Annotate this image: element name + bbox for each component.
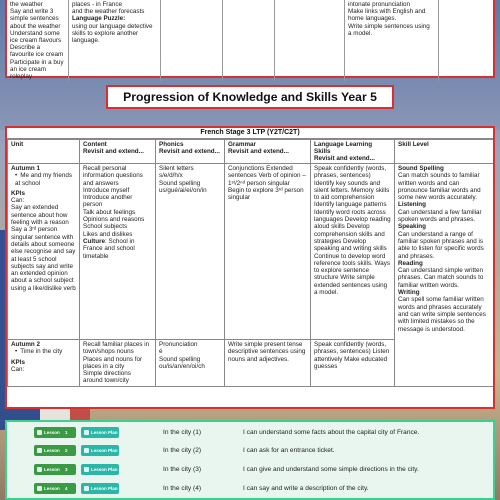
progression-table	[5, 126, 495, 409]
header-grammar: Grammar Revisit and extend...	[225, 140, 311, 164]
fragment-phonics-col	[161, 0, 223, 81]
fragment-grammar-col	[223, 0, 275, 81]
kpis-label: KPIs	[11, 189, 25, 197]
fragment-level-col	[439, 0, 497, 81]
fragment-line: Participate in a buy an ice cream roleplay	[10, 58, 64, 81]
skill-heading: Speaking	[398, 223, 426, 231]
content-line: Talk about feelings	[83, 208, 136, 216]
fragment-line: the weather	[10, 1, 43, 8]
fragment-line: Understand some ice cream flavours	[10, 29, 62, 45]
content-line: School subjects	[83, 223, 128, 231]
unit-cell	[8, 340, 80, 387]
ltp-table	[7, 139, 494, 387]
document-icon	[37, 448, 42, 453]
content-line: Likes and dislikes	[83, 230, 133, 238]
phonics-cell	[156, 164, 225, 340]
lesson-4-plan-button[interactable]: Lesson Plan	[81, 483, 119, 494]
fragment-line: Describe a favourite ice cream	[10, 44, 64, 59]
content-cell	[80, 340, 156, 387]
content-cell	[80, 164, 156, 340]
skill-text: Can understand simple written phrases. Can match sounds to familiar written words.	[398, 267, 484, 289]
table-header-row	[8, 140, 494, 164]
lesson-title: In the city (3)	[163, 465, 202, 473]
lesson-goal: I can give and understand some simple directions in the city.	[243, 465, 419, 473]
unit-cell	[8, 164, 80, 340]
skill-heading: Reading	[398, 259, 423, 267]
lesson-2-button[interactable]: Lesson 2	[34, 445, 76, 456]
fragment-line: intonate pronunciation	[348, 1, 410, 8]
previous-table-fragment	[5, 0, 495, 81]
phonics-line: s/e/d/h/x	[159, 172, 183, 180]
fragment-line: Say and write 3 simple sentences about the weather	[10, 8, 61, 30]
plan-icon	[84, 448, 89, 453]
lesson-title: In the city (1)	[163, 428, 202, 436]
lesson-3-button[interactable]: Lesson 3	[34, 464, 76, 475]
skill-text: Can understand a few familiar spoken words and phrases.	[398, 208, 482, 224]
kpis-label: KPIs	[11, 358, 25, 366]
kpis-text: Say an extended sentence about how feeling with a reason Say a 3ʳᵈ person singular sentence with details about someone else recognise and say at least 5 school subjects say and write an extended opinion about a school subject using a like/dislike verb	[11, 204, 76, 292]
fragment-line: using our language detective skills to explore another language.	[72, 22, 153, 45]
fragment-line: and the weather forecasts	[72, 8, 145, 16]
lesson-goal: I can say and write a description of the city.	[243, 484, 369, 492]
content-line: Recall familiar places in town/shops nouns	[83, 341, 150, 356]
fragment-line: places - in France	[72, 1, 123, 8]
fragment-line: Write simple sentences using a model.	[348, 22, 430, 37]
lesson-row	[7, 460, 493, 478]
phonics-line: Silent letters	[159, 165, 194, 172]
lesson-goal: I can ask for an entrance ticket.	[243, 446, 335, 454]
table-row-autumn1	[8, 164, 494, 340]
grammar-text: Conjunctions Extended sentences Verb of opinion – 1ˢᵗ/2ⁿᵈ person singular Begin to explore 3ʳᵈ person singular	[228, 165, 306, 202]
unit-title: Autumn 1	[11, 165, 41, 172]
lesson-1-button[interactable]: Lesson 1	[34, 427, 76, 438]
unit-topic: • Time in the city	[11, 348, 76, 355]
document-icon	[37, 467, 42, 472]
skill-heading: Writing	[398, 289, 420, 297]
llskills-text: Speak confidently (words, phrases, sentences) Listen attentively Make educated guesses	[314, 341, 390, 370]
lesson-row	[7, 441, 493, 459]
lesson-4-button[interactable]: Lesson 4	[34, 483, 76, 494]
plan-icon	[84, 467, 89, 472]
phonics-line: Pronunciation	[159, 341, 198, 348]
content-line: Opinions and reasons	[83, 216, 145, 224]
skill-level-cell	[395, 164, 494, 387]
kpis-can: Can:	[11, 365, 25, 373]
lesson-title: In the city (4)	[163, 484, 202, 492]
fragment-line: Make links with English and home languages.	[348, 8, 426, 23]
content-line: Recall personal information questions and answers	[83, 165, 143, 187]
skill-heading: Sound Spelling	[398, 165, 444, 172]
grammar-cell	[225, 164, 311, 340]
lesson-panel	[5, 420, 495, 500]
title-banner	[106, 85, 394, 109]
content-line: Places and nouns for places in a city	[83, 355, 143, 370]
lesson-goal: I can understand some facts about the capital city of France.	[243, 428, 420, 436]
plan-icon	[84, 486, 89, 491]
phonics-line: Sound spelling	[159, 355, 201, 363]
grammar-cell	[225, 340, 311, 387]
llskills-text: Speak confidently (words, phrases, sentences) Identify key sounds and silent letters. Memory skills to aid comprehension Identify language patterns Identify word roots across languages Develop reading aloud skills Develop comprehension skills and strategies Develop speaking and writing skills Continue to develop word reference tools skills. Ways to explore sentence structure Write simple extended sentences using a model.	[314, 165, 391, 297]
lesson-row	[7, 423, 493, 441]
fragment-grammar2-col	[275, 0, 345, 81]
lesson-3-plan-button[interactable]: Lesson Plan	[81, 464, 119, 475]
page-title: Progression of Knowledge and Skills Year 5	[123, 90, 377, 104]
fragment-unit-col	[7, 0, 69, 81]
language-puzzle-label: Language Puzzle:	[72, 15, 126, 23]
content-line: Introduce another person	[83, 194, 133, 209]
header-skill-level: Skill Level	[395, 140, 494, 164]
unit-topic: • Me and my friends at school	[11, 172, 76, 187]
skill-heading: Listening	[398, 201, 426, 209]
phonics-line: us/gué/ai/ei/on/in	[159, 186, 207, 194]
header-unit: Unit	[8, 140, 80, 164]
document-icon	[37, 430, 42, 435]
document-icon	[37, 486, 42, 491]
kpis-can: Can:	[11, 197, 25, 205]
grammar-text: Write simple present tense descriptive sentences using nouns and adjectives.	[228, 341, 306, 363]
lesson-title: In the city (2)	[163, 446, 202, 454]
header-content: Content Revisit and extend...	[80, 140, 156, 164]
skill-text: Can spell some familiar written words and phrases accurately and can write simple sentences with limited mistakes so the message is understood.	[398, 296, 486, 333]
lesson-row	[7, 479, 493, 497]
llskills-cell	[311, 164, 395, 340]
llskills-cell	[311, 340, 395, 387]
content-line: Introduce myself	[83, 186, 130, 194]
phonics-line: Sound spelling	[159, 179, 201, 187]
content-line: Simple directions around town/city	[83, 370, 131, 385]
skill-text: Can understand a range of familiar spoken phrases and is able to listen for specific words and phrases.	[398, 230, 484, 260]
fragment-skills-col	[345, 0, 439, 81]
plan-icon	[84, 430, 89, 435]
fragment-content-col	[69, 0, 161, 81]
unit-title: Autumn 2	[11, 341, 41, 348]
phonics-cell	[156, 340, 225, 387]
header-phonics: Phonics Revisit and extend...	[156, 140, 225, 164]
lesson-2-plan-button[interactable]: Lesson Plan	[81, 445, 119, 456]
table-heading: French Stage 3 LTP (Y2T/C2T)	[7, 128, 493, 139]
phonics-line: ou/is/an/en/oi/ch	[159, 362, 205, 370]
header-language-learning-skills: Language Learning Skills Revisit and extend...	[311, 140, 395, 164]
culture-line: Culture: School in France and school timetable	[83, 237, 135, 260]
lesson-1-plan-button[interactable]: Lesson Plan	[81, 427, 119, 438]
phonics-line: é	[159, 348, 163, 356]
skill-text: Can match sounds to familiar written words and can pronounce familiar words and some new words accurately.	[398, 172, 481, 202]
